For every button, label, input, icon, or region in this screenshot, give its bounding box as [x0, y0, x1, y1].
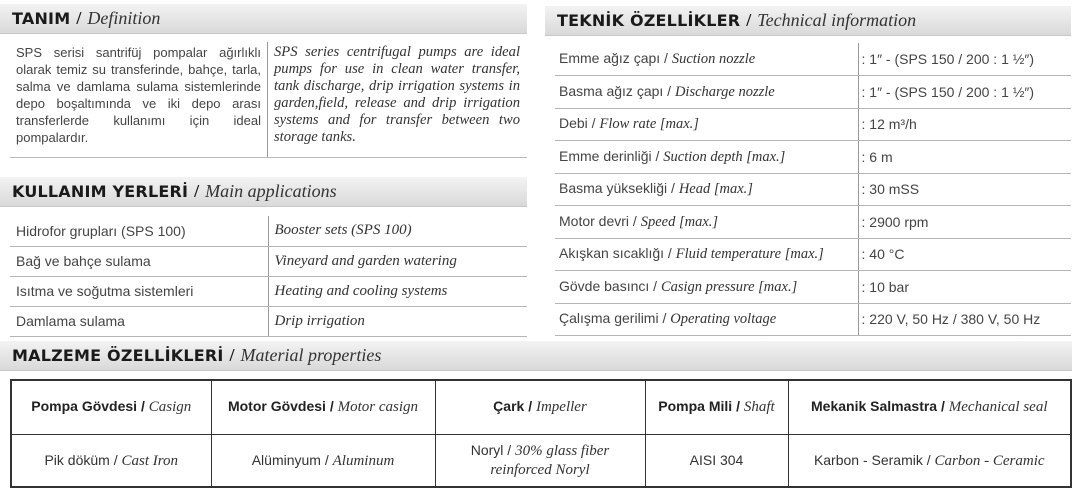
table-row: [11, 434, 1071, 487]
technical-header: [545, 6, 1071, 36]
spec-name-en: Flow rate [max.]: [599, 116, 699, 133]
spec-name-tr: Basma ağız çapı: [559, 82, 664, 99]
spec-value: : 2900 rpm: [858, 206, 1071, 239]
table-row: [555, 141, 1071, 174]
title-separator: /: [746, 10, 752, 30]
application-tr: Isıtma ve soğutma sistemleri: [10, 276, 268, 306]
material-header-tr: Çark: [493, 398, 525, 415]
material-value: Pik döküm / Cast Iron: [11, 434, 211, 487]
material-header-tr: Pompa Mili: [658, 398, 733, 415]
spec-name: Basma ağız çapı / Discharge nozzle: [555, 76, 858, 109]
spec-name-en: Head [max.]: [678, 181, 753, 198]
technical-title-tr: TEKNİK ÖZELLİKLER: [557, 11, 741, 30]
spec-value: : 1″ - (SPS 150 / 200 : 1 ½″): [858, 43, 1071, 76]
material-value-en: Carbon - Ceramic: [934, 452, 1045, 469]
spec-name-en: Casign pressure [max.]: [660, 278, 798, 295]
material-value-en: Aluminum: [332, 452, 395, 469]
material-header-en: Motor casign: [337, 399, 419, 416]
table-row: [10, 216, 527, 246]
material-value-tr: Karbon - Seramik: [813, 451, 923, 468]
spec-name: Emme derinliği / Suction depth [max.]: [555, 141, 858, 174]
material-header: Çark / Impeller: [435, 380, 645, 434]
material-header: Pompa Gövdesi / Casign: [11, 380, 211, 434]
spec-name-en: Suction nozzle: [671, 51, 756, 67]
applications-header: [0, 177, 527, 207]
materials-title-tr: MALZEME ÖZELLİKLERİ: [12, 346, 224, 365]
applications-table: [10, 216, 527, 337]
material-header-en: Casign: [148, 399, 192, 416]
material-header-en: Mechanical seal: [948, 399, 1048, 416]
material-value-tr: Alüminyum: [251, 451, 321, 468]
spec-value: : 12 m³/h: [858, 108, 1071, 141]
table-row: [555, 238, 1071, 271]
material-header-tr: Motor Gövdesi: [227, 398, 326, 415]
spec-name: Akışkan sıcaklığı / Fluid temperature [max.]: [555, 238, 858, 271]
materials-table: [10, 379, 1072, 488]
spec-name: Motor devri / Speed [max.]: [555, 206, 858, 239]
table-row: [555, 76, 1071, 109]
title-separator: /: [76, 8, 82, 28]
spec-name: Basma yüksekliği / Head [max.]: [555, 173, 858, 206]
spec-name-tr: Emme derinliği: [559, 147, 652, 164]
table-row: [10, 306, 527, 336]
spec-name-tr: Gövde basıncı: [559, 277, 650, 294]
material-header-tr: Mekanik Salmastra: [811, 398, 938, 415]
table-row: [555, 271, 1071, 304]
technical-title-en: Technical information: [757, 10, 917, 30]
material-header-tr: Pompa Gövdesi: [31, 398, 138, 415]
material-value-en: Cast Iron: [121, 452, 179, 469]
spec-name-tr: Motor devri: [559, 212, 630, 229]
material-header-en: Shaft: [743, 399, 775, 416]
material-header: Pompa Mili / Shaft: [645, 380, 788, 434]
definition-title-tr: TANIM: [12, 9, 71, 28]
table-row: [555, 108, 1071, 141]
spec-name: Gövde basıncı / Casign pressure [max.]: [555, 271, 858, 304]
application-tr: Damlama sulama: [10, 306, 268, 336]
material-value: Karbon - Seramik / Carbon - Ceramic: [788, 434, 1071, 487]
material-value-en-line2: reinforced Noryl: [490, 462, 590, 479]
table-row: [555, 303, 1071, 336]
application-tr: Bağ ve bahçe sulama: [10, 246, 268, 276]
spec-name: Emme ağız çapı / Suction nozzle: [555, 43, 858, 76]
spec-name-tr: Çalışma gerilimi: [559, 310, 659, 327]
technical-table: [555, 43, 1071, 336]
table-row: [555, 43, 1071, 76]
material-value: Noryl / 30% glass fiber reinforced Noryl: [435, 434, 645, 487]
title-separator: /: [229, 345, 235, 365]
material-value: [645, 434, 788, 487]
spec-value: : 1″ - (SPS 150 / 200 : 1 ½″): [858, 76, 1071, 109]
spec-name-tr: Debi: [559, 115, 588, 132]
material-header: Motor Gövdesi / Motor casign: [211, 380, 435, 434]
table-row: [10, 246, 527, 276]
spec-name-en: Suction depth [max.]: [663, 148, 786, 165]
spec-value: : 6 m: [858, 141, 1071, 174]
applications-title-tr: KULLANIM YERLERİ: [12, 182, 189, 201]
material-value: Alüminyum / Aluminum: [211, 434, 435, 487]
application-en: Heating and cooling systems: [268, 276, 527, 306]
table-row: [10, 276, 527, 306]
application-en: Booster sets (SPS 100): [268, 216, 527, 246]
spec-name-en: Operating voltage: [670, 311, 777, 328]
materials-title-en: Material properties: [240, 345, 382, 365]
materials-header: [0, 341, 1072, 371]
spec-name-en: Discharge nozzle: [674, 83, 775, 100]
definition-text-tr: SPS serisi santrifüj pompalar ağırlıklı olarak temiz su transferinde, bahçe, tarla, salma ve damlama sulama sistemlerinde depo boşaltımında ve iki depo arası transferlerde kullanımı için ideal pompalardır.: [10, 42, 268, 157]
material-value-tr: Pik döküm: [44, 451, 110, 468]
application-en: Vineyard and garden watering: [268, 246, 527, 276]
definition-header: [0, 4, 527, 34]
definition-box: [10, 42, 527, 158]
material-value-tr: Noryl: [470, 442, 504, 459]
definition-text-en: SPS series centrifugal pumps are ideal pumps for use in clean water transfer, tank discharge, drip irrigation systems in garden,field, release and drip irrigation systems and for transfer between two storage tanks.: [274, 44, 520, 145]
title-separator: /: [194, 181, 200, 201]
spec-name-en: Speed [max.]: [640, 213, 719, 230]
table-row: [555, 206, 1071, 239]
spec-value: : 220 V, 50 Hz / 380 V, 50 Hz: [858, 303, 1071, 336]
table-header-row: [11, 380, 1071, 434]
spec-name-tr: Basma yüksekliği: [559, 180, 668, 197]
table-row: [555, 173, 1071, 206]
material-header: Mekanik Salmastra / Mechanical seal: [788, 380, 1071, 434]
application-tr: Hidrofor grupları (SPS 100): [10, 216, 268, 246]
spec-name: Debi / Flow rate [max.]: [555, 108, 858, 141]
material-value-en: 30% glass fiber: [515, 443, 610, 460]
spec-name-tr: Emme ağız çapı: [559, 50, 661, 66]
spec-value: : 30 mSS: [858, 173, 1071, 206]
spec-value: : 40 °C: [858, 238, 1071, 271]
spec-value: : 10 bar: [858, 271, 1071, 304]
material-value-tr: AISI 304: [689, 452, 744, 469]
spec-name-tr: Akışkan sıcaklığı: [559, 245, 665, 262]
definition-title-en: Definition: [87, 8, 161, 28]
spec-name: Çalışma gerilimi / Operating voltage: [555, 303, 858, 336]
application-en: Drip irrigation: [268, 306, 527, 336]
material-header-en: Impeller: [535, 399, 587, 416]
applications-title-en: Main applications: [205, 181, 337, 201]
spec-name-en: Fluid temperature [max.]: [675, 246, 824, 263]
